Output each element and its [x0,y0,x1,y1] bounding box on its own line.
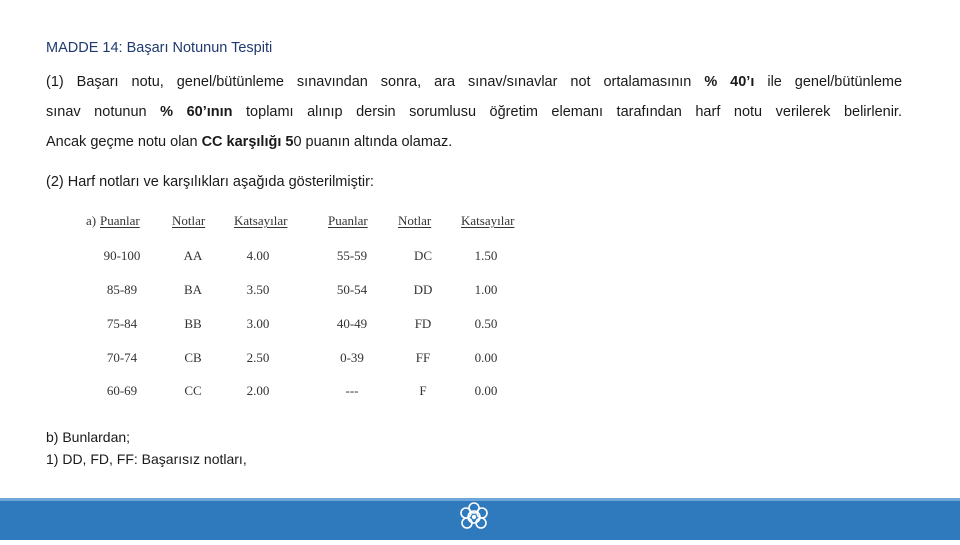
cell-puanlar-2: 0-39 [340,350,364,365]
header-katsayilar-1: Katsayılar [234,213,288,228]
cell-katsayilar-2: 0.00 [474,383,498,398]
p1-text-d: toplamı alınıp dersin sorumlusu öğretim elemanı tarafından harf notu verilerek belirlenir. [246,104,902,120]
cell-notlar-2: F [419,383,427,398]
header-notlar-2: Notlar [398,213,432,228]
cell-katsayilar-1: 2.50 [246,350,270,365]
p1-bold-a: % 40’ı [704,74,755,90]
p1-text-e: Ancak geçme notu olan [46,134,198,150]
paragraph-2: (2) Harf notları ve karşılıkları aşağıda gösterilmiştir: [46,174,374,190]
header-puanlar-2: Puanlar [328,213,368,228]
cell-notlar-1: AA [183,248,203,263]
cell-katsayilar-1: 3.00 [246,316,270,331]
cell-katsayilar-1: 3.50 [246,282,270,297]
cell-katsayilar-1: 2.00 [246,383,270,398]
p1-text-b: ile genel/bütünleme [767,74,903,90]
footnote-line-1: b) Bunlardan; [46,429,131,445]
footnote-line-2: 1) DD, FD, FF: Başarısız notları, [46,451,247,467]
cell-katsayilar-2: 0.00 [474,350,498,365]
cell-puanlar-2: 50-54 [336,282,368,297]
cell-notlar-2: DD [413,282,433,297]
university-emblem-icon [452,498,496,540]
cell-puanlar-2: 55-59 [336,248,368,263]
cell-notlar-1: CC [184,383,202,398]
p1-text-f: 0 puanın altında olamaz. [293,134,453,150]
paragraph-1 [46,67,902,157]
cell-puanlar-1: 75-84 [106,316,138,331]
cell-puanlar-1: 60-69 [106,383,138,398]
paragraph-1-line-3 [46,127,902,157]
cell-notlar-2: FD [414,316,432,331]
cell-puanlar-1: 70-74 [106,350,138,365]
cell-katsayilar-1: 4.00 [246,248,270,263]
cell-puanlar-2: 40-49 [336,316,368,331]
cell-katsayilar-2: 1.00 [474,282,498,297]
p1-bold-b: % 60’ının [160,104,233,120]
paragraph-1-line-1 [46,67,902,97]
cell-notlar-1: BA [183,282,203,297]
article-heading: MADDE 14: Başarı Notunun Tespiti [46,40,273,56]
p1-text-a: (1) Başarı notu, genel/bütünleme sınavından sonra, ara sınav/sınavlar not ortalamasının [46,74,692,90]
footnote [46,426,247,470]
cell-katsayilar-2: 1.50 [474,248,498,263]
header-notlar-1: Notlar [172,213,206,228]
cell-notlar-2: DC [413,248,433,263]
p1-bold-c: CC karşılığı 5 [201,134,294,150]
header-puanlar-1: Puanlar [100,213,140,228]
cell-puanlar-1: 85-89 [106,282,138,297]
cell-puanlar-1: 90-100 [103,248,141,263]
header-katsayilar-2: Katsayılar [461,213,515,228]
cell-notlar-1: BB [184,316,202,331]
table-label: a) [86,213,97,228]
cell-puanlar-2: --- [345,383,359,398]
cell-katsayilar-2: 0.50 [474,316,498,331]
cell-notlar-2: FF [415,350,431,365]
cell-notlar-1: CB [184,350,202,365]
p1-text-c: sınav notunun [46,104,147,120]
paragraph-1-line-2 [46,97,902,127]
